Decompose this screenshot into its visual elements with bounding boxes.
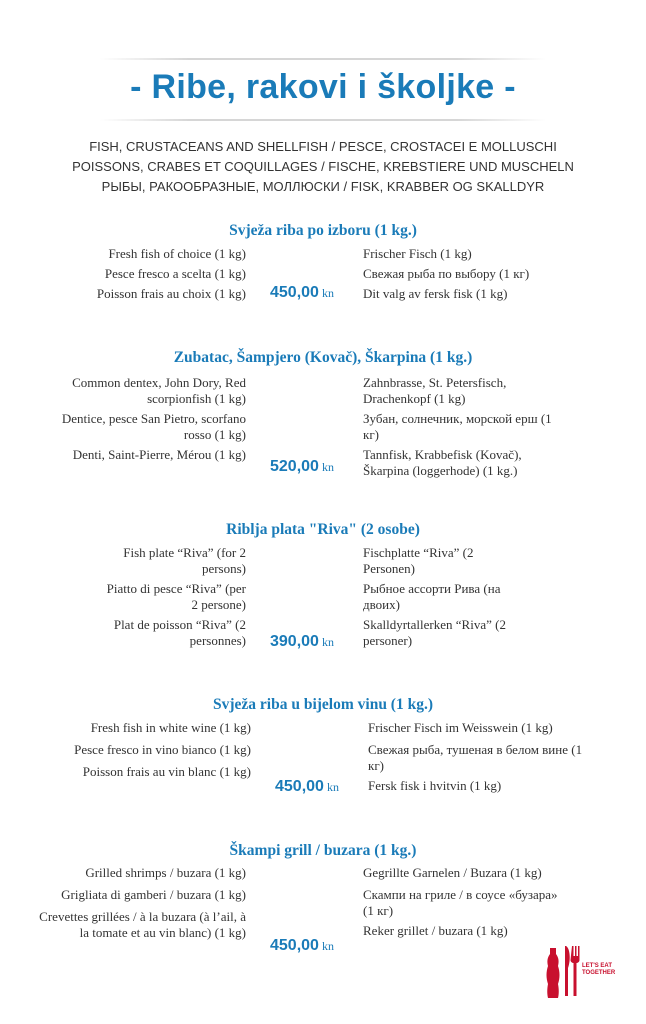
currency: kn [321, 286, 334, 300]
logo-slogan [582, 963, 615, 977]
left-translations [100, 545, 246, 653]
price [270, 284, 334, 302]
menu-section-fish-white-wine [0, 694, 646, 795]
currency: kn [321, 635, 334, 649]
translation-item: Скампи на гриле / в соусе «бузара» (1 кг) [363, 887, 558, 918]
menu-section-shrimps [0, 840, 646, 954]
translation-item: Зубан, солнечник, морской ерш (1 кг) [363, 411, 552, 442]
price-value: 520,00 [270, 458, 319, 475]
right-translations [363, 865, 563, 943]
left-translations [40, 246, 246, 306]
translation-item: Свежая рыба, тушеная в белом вине (1 кг) [368, 742, 583, 773]
currency: kn [321, 460, 334, 474]
menu-section-fish-plate [0, 519, 646, 650]
translation-item: Common dentex, John Dory, Red scorpionfish (1 kg) [72, 375, 246, 406]
price-value: 450,00 [270, 284, 319, 301]
subtitle-line: POISSONS, CRABES ET COQUILLAGES / FISCHE, KREBSTIERE UND MUSCHELN [72, 159, 574, 174]
right-translations [368, 720, 588, 798]
section-title: Riblja plata "Riva" (2 osobe) [226, 521, 420, 538]
translation-item: Plat de poisson “Riva” (2 personnes) [113, 617, 246, 648]
category-subtitle [0, 137, 646, 197]
logo-text-line: LET'S EAT [582, 963, 612, 969]
logo-text-line: TOGETHER [582, 970, 616, 976]
price [270, 937, 334, 955]
translation-item: Frischer Fisch (1 kg) [363, 246, 472, 261]
page-title: - Ribe, rakovi i školjke - [130, 68, 516, 106]
price-value: 450,00 [270, 937, 319, 954]
right-translations [363, 545, 513, 653]
translation-item: Рыбное ассорти Рива (на двоих) [363, 581, 501, 612]
left-translations [40, 375, 246, 467]
menu-section-fresh-fish [0, 220, 646, 301]
translation-item: Poisson frais au vin blanc (1 kg) [82, 764, 251, 779]
section-title: Zubatac, Šampjero (Kovač), Škarpina (1 kg.) [173, 349, 473, 366]
subtitle-line: FISH, CRUSTACEANS AND SHELLFISH / PESCE, CROSTACEI E MOLLUSCHI [89, 139, 557, 154]
currency: kn [321, 939, 334, 953]
right-translations [363, 246, 613, 306]
currency: kn [326, 780, 339, 794]
subtitle-line: РЫБЫ, РАКООБРАЗНЫЕ, МОЛЛЮСКИ / FISK, KRABBER OG SKALLDYR [101, 179, 545, 194]
translation-item: Zahnbrasse, St. Petersfisch, Drachenkopf (1 kg) [363, 375, 507, 406]
translation-item: Fresh fish in white wine (1 kg) [90, 720, 251, 735]
translation-item: Fresh fish of choice (1 kg) [108, 246, 246, 261]
translation-item: Denti, Saint-Pierre, Mérou (1 kg) [72, 447, 246, 462]
translation-item: Gegrillte Garnelen / Buzara (1 kg) [363, 865, 542, 880]
section-title: Svježa riba po izboru (1 kg.) [229, 222, 417, 239]
section-title: Škampi grill / buzara (1 kg.) [229, 842, 417, 859]
price [275, 778, 339, 796]
menu-section-dentex [0, 347, 646, 478]
left-translations [30, 865, 246, 945]
translation-item: Poisson frais au choix (1 kg) [96, 286, 246, 301]
title-divider [100, 119, 546, 121]
translation-item: Fish plate “Riva” (for 2 persons) [123, 545, 246, 576]
top-divider [100, 58, 546, 60]
left-translations [30, 720, 251, 784]
translation-item: Grigliata di gamberi / buzara (1 kg) [61, 887, 246, 902]
translation-item: Dentice, pesce San Pietro, scorfano rosso (1 kg) [61, 411, 246, 442]
price-value: 390,00 [270, 633, 319, 650]
section-title: Svježa riba u bijelom vinu (1 kg.) [212, 696, 434, 713]
translation-item: Fischplatte “Riva” (2 Personen) [363, 545, 474, 576]
translation-item: Reker grillet / buzara (1 kg) [363, 923, 508, 938]
translation-item: Tannfisk, Krabbefisk (Kovač), Škarpina (loggerhode) (1 kg.) [363, 447, 522, 478]
translation-item: Dit valg av fersk fisk (1 kg) [363, 286, 508, 301]
translation-item: Fersk fisk i hvitvin (1 kg) [368, 778, 502, 793]
right-translations [363, 375, 553, 483]
translation-item: Crevettes grillées / à la buzara (à l’ail, à la tomate et au vin blanc) (1 kg) [39, 909, 246, 940]
price [270, 458, 334, 476]
translation-item: Frischer Fisch im Weisswein (1 kg) [368, 720, 553, 735]
translation-item: Grilled shrimps / buzara (1 kg) [85, 865, 246, 880]
translation-item: Piatto di pesce “Riva” (per 2 persone) [106, 581, 246, 612]
price-value: 450,00 [275, 778, 324, 795]
translation-item: Pesce fresco a scelta (1 kg) [104, 266, 246, 281]
translation-item: Skalldyrtallerken “Riva” (2 personer) [363, 617, 506, 648]
translation-item: Pesce fresco in vino bianco (1 kg) [74, 742, 251, 757]
price [270, 633, 334, 651]
translation-item: Свежая рыба по выбору (1 кг) [363, 266, 530, 281]
